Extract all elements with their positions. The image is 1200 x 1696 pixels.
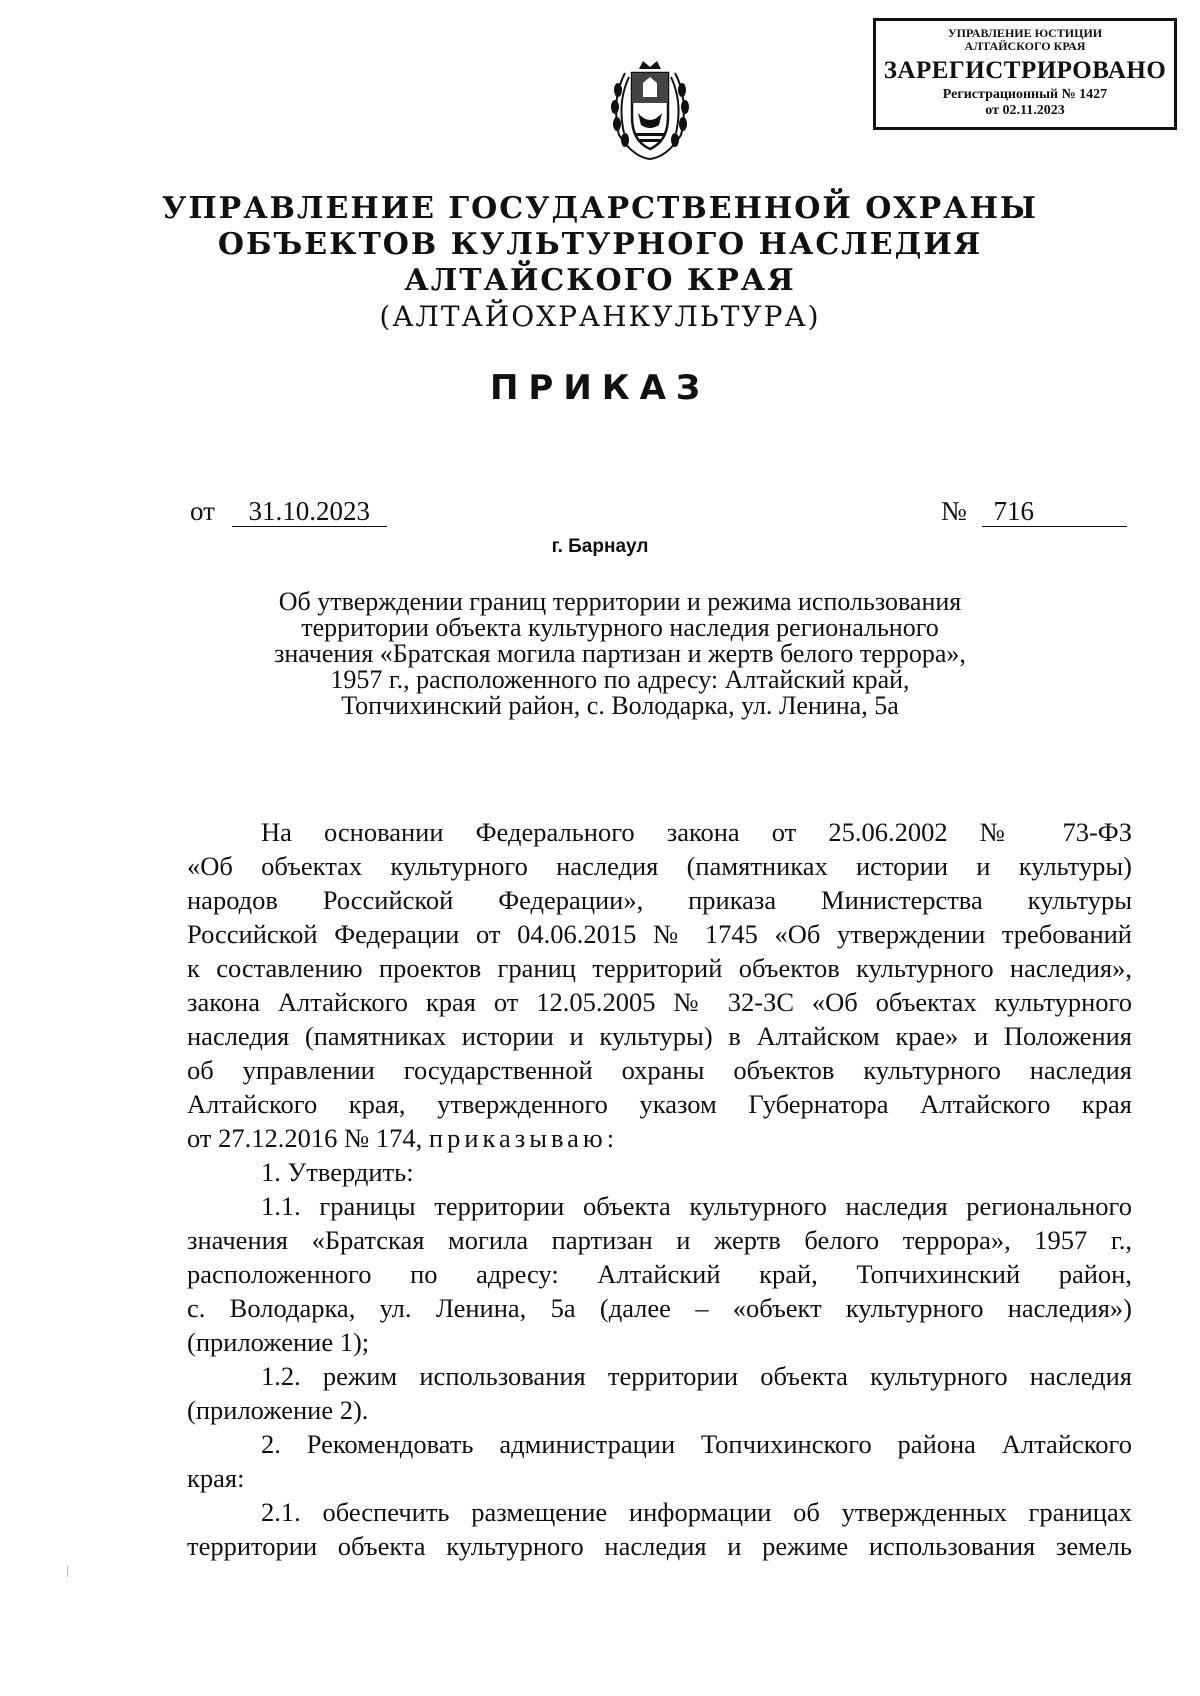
subject-line: значения «Братская могила партизан и жертв белого террора», [274, 639, 966, 668]
body-line: Алтайского края, утвержденного указом Губернатора Алтайского края [187, 1089, 1132, 1119]
org-line1: УПРАВЛЕНИЕ ГОСУДАРСТВЕННОЙ ОХРАНЫ [162, 191, 1038, 226]
stamp-line2: АЛТАЙСКОГО КРАЯ [964, 39, 1086, 53]
body-line: 2.1. обеспечить размещение информации об утвержденных границах [261, 1497, 1132, 1527]
subject-line: территории объекта культурного наследия регионального [301, 613, 939, 642]
stamp-line1: УПРАВЛЕНИЕ ЮСТИЦИИ [947, 26, 1103, 40]
body-line: 1. Утвердить: [261, 1157, 414, 1187]
order-verb: приказываю: [428, 1123, 619, 1153]
org-line2: ОБЪЕКТОВ КУЛЬТУРНОГО НАСЛЕДИЯ [217, 227, 983, 262]
number-value: 716 [982, 496, 1127, 527]
body-line: (приложение 2). [187, 1395, 369, 1425]
body-line: об управлении государственной охраны объектов культурного наследия [187, 1055, 1132, 1085]
subject-line: 1957 г., расположенного по адресу: Алтайский край, [330, 665, 910, 694]
body-line: народов Российской Федерации», приказа Министерства культуры [187, 885, 1132, 915]
number-prefix: № [941, 496, 967, 526]
body-line: (приложение 1); [187, 1327, 370, 1357]
org-line3: АЛТАЙСКОГО КРАЯ [404, 263, 796, 298]
body-line: На основании Федерального закона от 25.06.2002 № 73-ФЗ [261, 817, 1132, 847]
org-short-name: (АЛТАЙОХРАНКУЛЬТУРА) [379, 300, 821, 333]
body-line: 2. Рекомендовать администрации Топчихинского района Алтайского [261, 1429, 1132, 1459]
body-line: края: [187, 1463, 245, 1493]
stamp-reg-number: Регистрационный № 1427 [942, 87, 1108, 102]
registration-stamp [873, 18, 1177, 130]
stamp-reg-date: от 02.11.2023 [985, 103, 1065, 118]
body-line: «Об объектах культурного наследия (памятниках истории и культуры) [187, 851, 1132, 881]
document-type: ПРИКАЗ [489, 368, 711, 408]
body-line: значения «Братская могила партизан и жертв белого террора», 1957 г., [187, 1225, 1132, 1255]
body-line: закона Алтайского края от 12.05.2005 № 32-ЗС «Об объектах культурного [187, 987, 1132, 1017]
subject-line: Топчихинский район, с. Володарка, ул. Ленина, 5а [341, 691, 899, 720]
body-line: 1.2. режим использования территории объекта культурного наследия [261, 1361, 1132, 1391]
body-line: к составлению проектов границ территорий объектов культурного наследия», [187, 953, 1132, 983]
city: г. Барнаул [551, 536, 649, 557]
date-prefix: от [190, 496, 215, 526]
body-line: территории объекта культурного наследия и режиме использования земель [187, 1531, 1132, 1561]
coat-of-arms-icon [605, 55, 695, 165]
order-subject [230, 589, 1010, 719]
body-line: с. Володарка, ул. Ленина, 5а (далее – «объект культурного наследия») [187, 1293, 1132, 1323]
body-line: расположенного по адресу: Алтайский край, Топчихинский район, [187, 1259, 1132, 1289]
body-line: наследия (памятниках истории и культуры) в Алтайском крае» и Положения [187, 1021, 1132, 1051]
scan-mark [67, 1565, 68, 1577]
stamp-status: ЗАРЕГИСТРИРОВАНО [883, 57, 1167, 84]
org-header [0, 191, 1200, 335]
body-line: Российской Федерации от 04.06.2015 № 1745 «Об утверждении требований [187, 919, 1132, 949]
date-value: 31.10.2023 [232, 496, 387, 527]
body-text: от 27.12.2016 № 174, [187, 1123, 429, 1153]
body-line: 1.1. границы территории объекта культурного наследия регионального [261, 1191, 1132, 1221]
subject-line: Об утверждении границ территории и режима использования [278, 587, 962, 616]
body-line [187, 1121, 1132, 1155]
order-date [190, 496, 387, 527]
order-number [941, 496, 1127, 527]
